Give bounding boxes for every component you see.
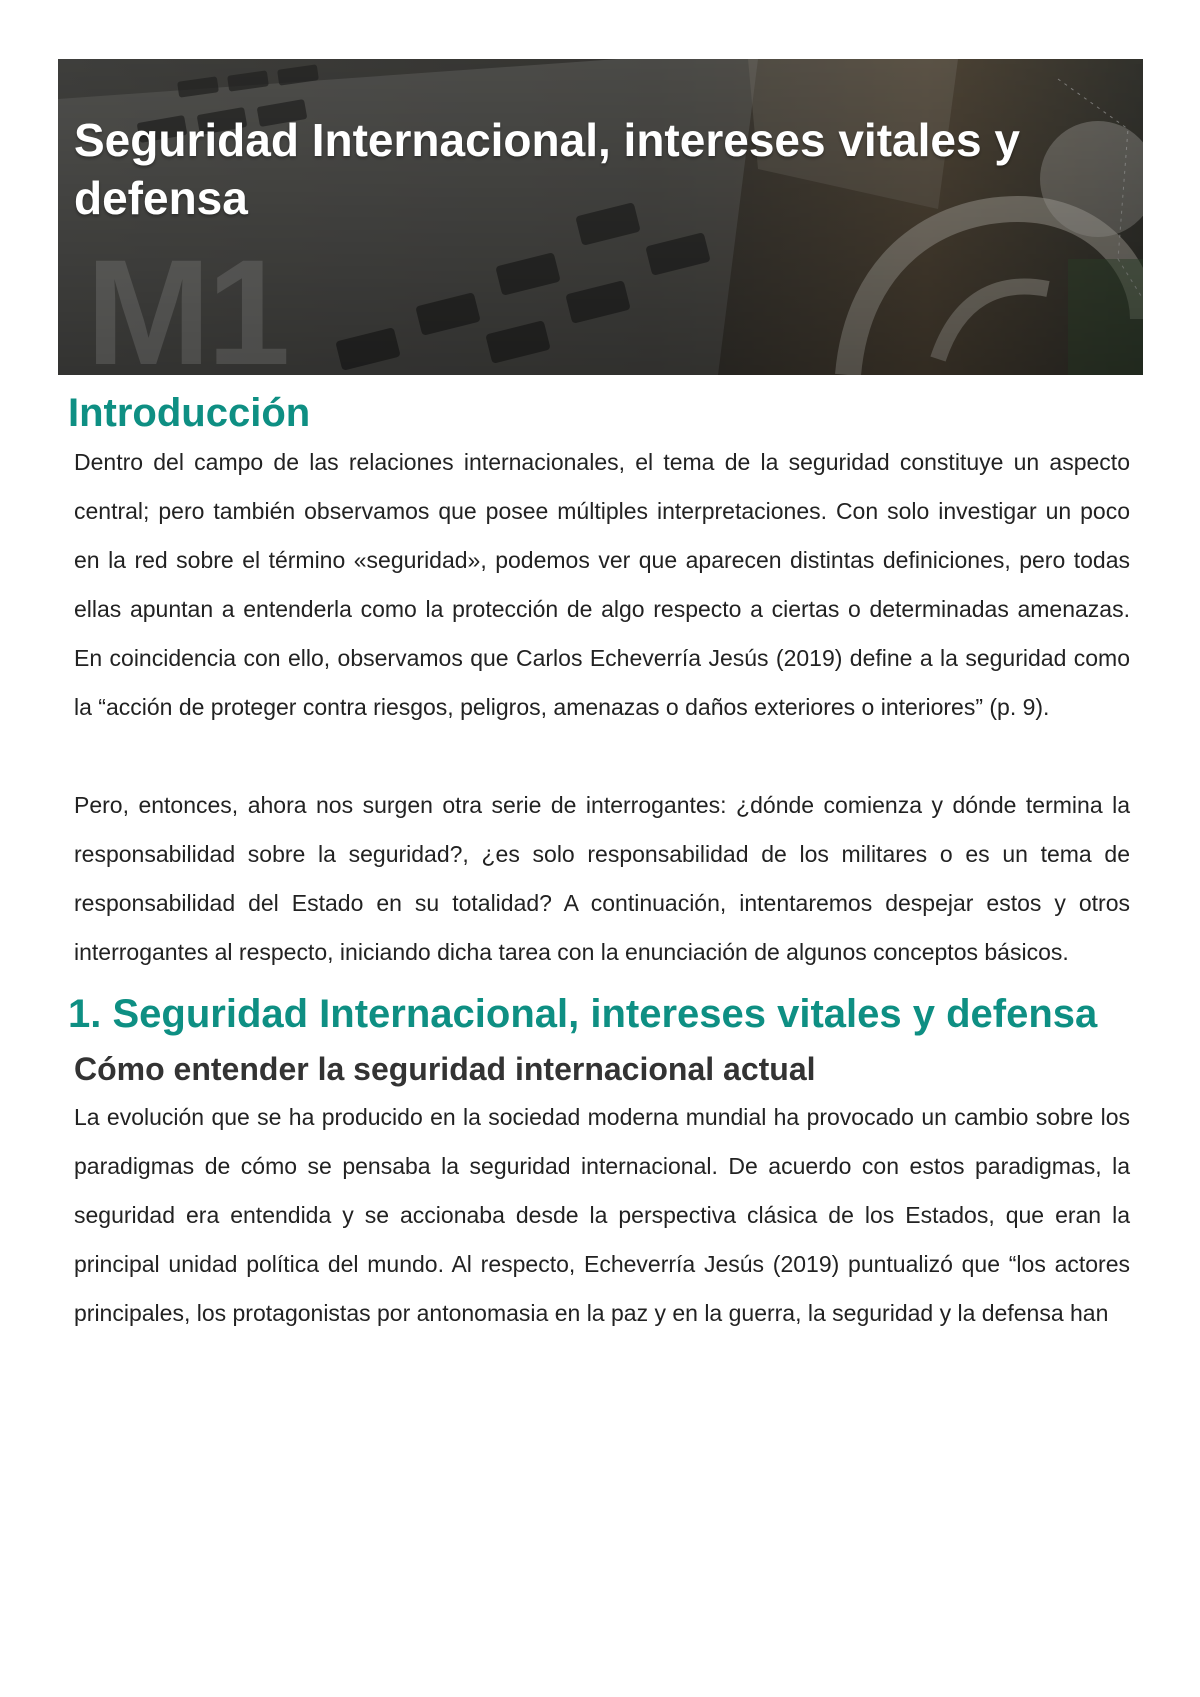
intro-paragraph-1: Dentro del campo de las relaciones internacionales, el tema de la seguridad constituye un aspecto central; pero también observamos que posee múltiples interpretaciones. Con solo investigar un poco en la red sobre el término «seguridad», podemos ver que aparecen distintas definiciones, pero todas ellas apuntan a entenderla como la protección de algo respecto a ciertas o determinadas amenazas. En coincidencia con ello, observamos que Carlos Echeverría Jesús (2019) define a la seguridad como la “acción de proteger contra riesgos, peligros, amenazas o daños exteriores o interiores” (p. 9). — [74, 449, 1130, 720]
header-banner — [58, 59, 1143, 375]
page-title: Seguridad Internacional, intereses vitales y defensa — [74, 114, 1020, 224]
section-1-paragraph: La evolución que se ha producido en la sociedad moderna mundial ha provocado un cambio sobre los paradigmas de cómo se pensaba la seguridad internacional. De acuerdo con estos paradigmas, la seguridad era entendida y se accionaba desde la perspectiva clásica de los Estados, que eran la principal unidad política del mundo. Al respecto, Echeverría Jesús (2019) puntualizó que “los actores principales, los protagonistas por antonomasia en la paz y en la guerra, la seguridad y la defensa han — [74, 1104, 1130, 1326]
intro-heading: Introducción — [68, 391, 311, 435]
section-1-subheading: Cómo entender la seguridad internacional actual — [74, 1051, 816, 1087]
document-body — [68, 390, 1130, 1338]
module-watermark: M1 — [86, 228, 287, 375]
section-1-heading: 1. Seguridad Internacional, intereses vitales y defensa — [68, 992, 1098, 1036]
intro-paragraph-2: Pero, entonces, ahora nos surgen otra serie de interrogantes: ¿dónde comienza y dónde termina la responsabilidad sobre la seguridad?, ¿es solo responsabilidad de los militares o es un tema de responsabilidad del Estado en su totalidad? A continuación, intentaremos despejar estos y otros interrogantes al respecto, iniciando dicha tarea con la enunciación de algunos conceptos básicos. — [74, 792, 1130, 965]
